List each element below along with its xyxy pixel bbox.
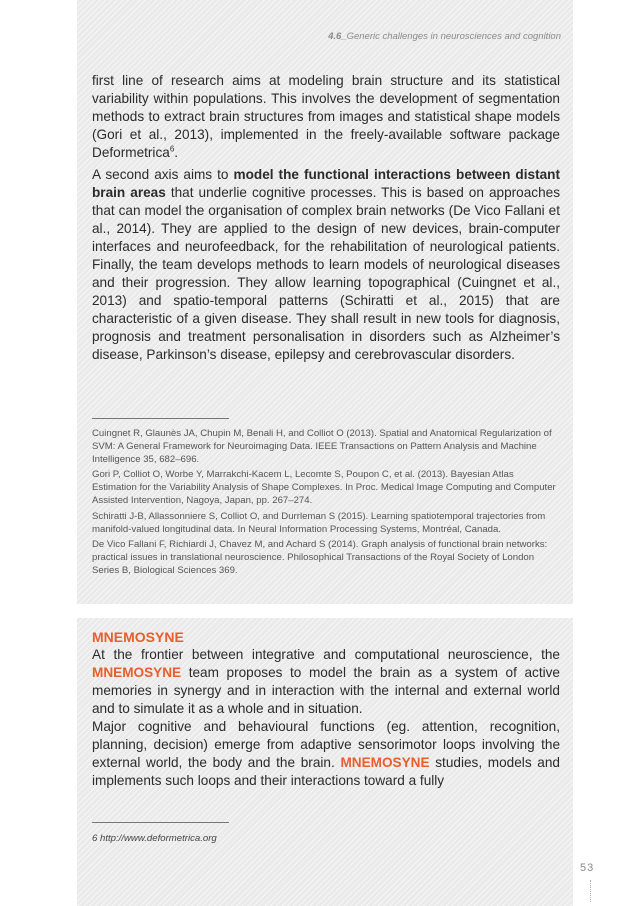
reference-item: Cuingnet R, Glaunès JA, Chupin M, Benali H, and Colliot O (2013). Spatial and Anatomical Regularization of SVM: A General Framework for Neuroimaging Data. IEEE Transactions on Pattern Analysis and Machine Intelligence 35, 682–696. bbox=[92, 428, 552, 465]
paragraph-structure bbox=[92, 72, 560, 162]
paragraph-functional bbox=[92, 166, 560, 364]
footnote-divider bbox=[92, 822, 229, 823]
mnemosyne-para1 bbox=[92, 646, 560, 718]
footnote-marker: 6 bbox=[169, 144, 175, 154]
mnemosyne-panel bbox=[77, 618, 573, 906]
page-number: 53 bbox=[580, 862, 595, 874]
section-title: Generic challenges in neurosciences and cognition bbox=[346, 31, 561, 42]
mnemosyne-p1-post: team proposes to model the brain as a system of active memories in synergy and in interaction with the internal and external world and to simulate it as a whole and in situation. bbox=[92, 665, 560, 716]
main-text-panel bbox=[77, 0, 573, 604]
reference-item: Gori P, Colliot O, Worbe Y, Marrakchi-Kacem L, Lecomte S, Poupon C, et al. (2013). Bayesian Atlas Estimation for the Variability Analysis of Shape Complexes. In Proc. Medical Image Computing and Computer Assisted Intervention, Nagoya, Japan, pp. 267–274. bbox=[92, 469, 556, 506]
para2-bold: model the functional interactions between distant brain areas bbox=[92, 167, 560, 200]
references-list bbox=[92, 428, 560, 581]
mnemosyne-team-name: MNEMOSYNE bbox=[92, 665, 182, 680]
references-divider bbox=[92, 418, 229, 419]
mnemosyne-title: MNEMOSYNE bbox=[92, 629, 184, 645]
mnemosyne-p2-post: studies, models and implements such loops and their interactions toward a fully bbox=[92, 755, 560, 788]
mnemosyne-team-name: MNEMOSYNE bbox=[340, 755, 430, 770]
para1-end: . bbox=[174, 145, 179, 160]
para2-post: that underlie cognitive processes. This is based on approaches that can model the organisation of complex brain networks (De Vico Fallani et al., 2014). They are applied to the design of new devices, brain-computer interfaces and neurofeedback, for the rehabilitation of neurological patients. Finally, the team develops methods to learn models of neurological diseases and their progression. They allow learning topographical (Cuingnet et al., 2013) and spatio-temporal patterns (Schiratti et al., 2015) that are characteristic of a given disease. They shall result in new tools for diagnosis, prognosis and treatment personalisation in disorders such as Alzheimer’s disease, Parkinson’s disease, epilepsy and cerebrovascular disorders. bbox=[92, 185, 561, 362]
section-number: 4.6_ bbox=[328, 31, 347, 42]
page-dots-decoration bbox=[590, 880, 592, 902]
footnote: 6 http://www.deformetrica.org bbox=[92, 833, 217, 844]
mnemosyne-p2-pre: Major cognitive and behavioural functions (eg. attention, recognition, planning, decision) emerge from adaptive sensorimotor loops involving the external world, the body and the brain. bbox=[92, 719, 560, 770]
reference-item: De Vico Fallani F, Richiardi J, Chavez M, and Achard S (2014). Graph analysis of functional brain networks: practical issues in translational neuroscience. Philosophical Transactions of the Royal Society of London Series B, Biological Sciences 369. bbox=[92, 539, 548, 576]
mnemosyne-p1-pre: At the frontier between integrative and computational neuroscience, the bbox=[92, 647, 560, 662]
para2-pre: A second axis aims to bbox=[92, 167, 234, 182]
mnemosyne-section bbox=[92, 628, 560, 790]
reference-item: Schiratti J-B, Allassonniere S, Colliot O, and Durrleman S (2015). Learning spatiotemporal trajectories from manifold-valued longitudinal data. In Neural Information Processing Systems, Montréal, Canada. bbox=[92, 510, 546, 535]
mnemosyne-para2 bbox=[92, 718, 560, 790]
running-header bbox=[328, 31, 561, 42]
para1-text: first line of research aims at modeling brain structure and its statistical variability within populations. This involves the development of segmentation methods to extract brain structures from images and statistical shape models (Gori et al., 2013), implemented in the freely-available software package Deformetrica bbox=[92, 73, 560, 160]
